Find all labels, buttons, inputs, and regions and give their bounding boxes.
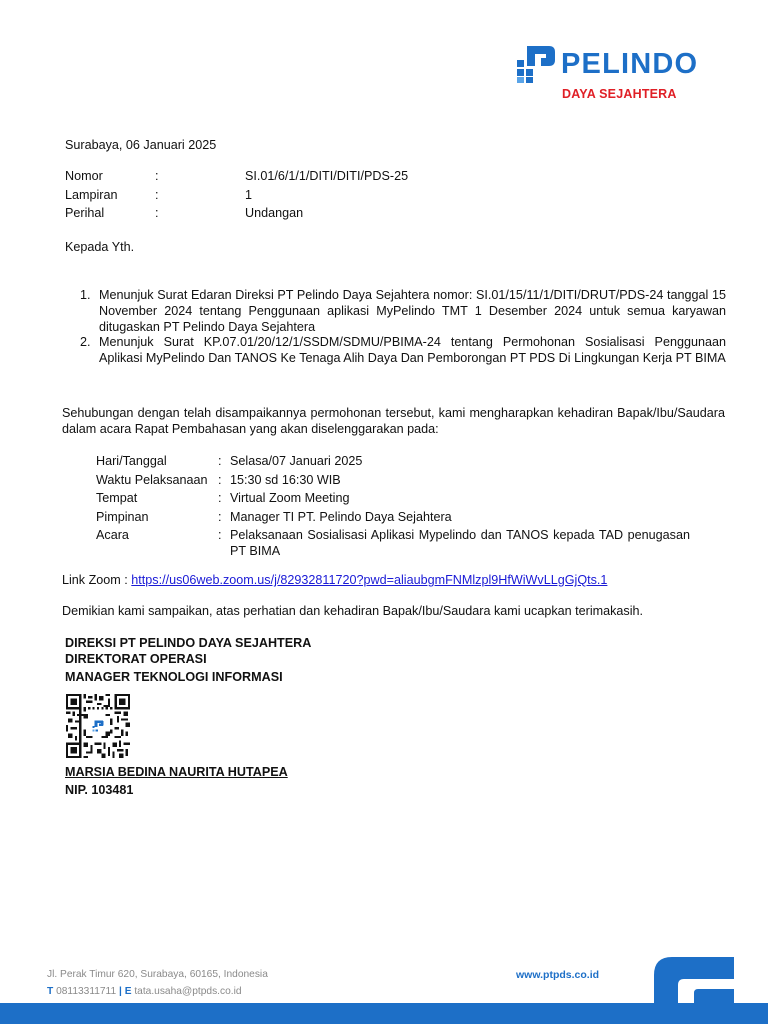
footer-address: Jl. Perak Timur 620, Surabaya, 60165, Indonesia [47, 969, 268, 980]
schedule-colon: : [218, 528, 222, 542]
letter-date: Surabaya, 06 Januari 2025 [65, 138, 217, 152]
pelindo-footer-icon [654, 953, 734, 1024]
email-label: E [124, 986, 132, 997]
zoom-link-line [62, 573, 607, 587]
schedule-colon: : [218, 491, 222, 505]
intro-paragraph: Sehubungan dengan telah disampaikannya permohonan tersebut, kami mengharapkan kehadiran Bapak/Ibu/Saudara dalam acara Rapat Pembahasan yang akan diselenggarakan pada: [62, 406, 725, 436]
email-address: tata.usaha@ptpds.co.id [134, 986, 242, 997]
schedule-colon: : [218, 510, 222, 524]
schedule-value: 15:30 sd 16:30 WIB [230, 473, 341, 487]
list-item-text: Menunjuk Surat Edaran Direksi PT Pelindo Daya Sejahtera nomor: SI.01/15/11/1/DITI/DRUT/PDS-24 tanggal 15 November 2024 tentang Penggunaan aplikasi MyPelindo TMT 1 Desember 2024 untuk semua karyawan ditugaskan PT Pelindo Daya Sejahtera [99, 288, 726, 334]
phone-number: 08113311711 [56, 986, 117, 997]
reference-list [80, 288, 726, 367]
meta-key: Lampiran [65, 188, 118, 202]
schedule-value: Manager TI PT. Pelindo Daya Sejahtera [230, 510, 452, 524]
closing-paragraph: Demikian kami sampaikan, atas perhatian dan kehadiran Bapak/Ibu/Saudara kami ucapkan terimakasih. [62, 604, 644, 618]
pelindo-logo [515, 44, 725, 84]
meta-key: Nomor [65, 169, 103, 183]
signatory-nip: NIP. 103481 [65, 783, 134, 797]
list-item-number: 2. [80, 335, 91, 350]
brand-subtitle: DAYA SEJAHTERA [562, 87, 677, 101]
schedule-colon: : [218, 454, 222, 468]
phone-label: T [47, 986, 54, 997]
brand-name: PELINDO [561, 48, 699, 80]
schedule-key: Tempat [96, 491, 138, 505]
contact-separator: | [118, 986, 122, 997]
footer-website[interactable]: www.ptpds.co.id [516, 969, 600, 981]
signatory-position: MANAGER TEKNOLOGI INFORMASI [65, 670, 283, 684]
meta-value: SI.01/6/1/1/DITI/DITI/PDS-25 [245, 169, 409, 183]
meta-value: Undangan [245, 206, 304, 220]
zoom-link-label: Link Zoom : [62, 573, 132, 587]
schedule-key: Pimpinan [96, 510, 149, 524]
meta-key: Perihal [65, 206, 105, 220]
list-item [80, 288, 726, 335]
meta-colon: : [155, 206, 159, 220]
meta-colon: : [155, 169, 159, 183]
signatory-division: DIREKTORAT OPERASI [65, 652, 207, 666]
schedule-colon: : [218, 473, 222, 487]
schedule-key: Acara [96, 528, 129, 542]
list-item-text: Menunjuk Surat KP.07.01/20/12/1/SSDM/SDMU/PBIMA-24 tentang Permohonan Sosialisasi Penggunaan Aplikasi MyPelindo Dan TANOS Ke Tenaga Alih Daya Dan Pemborongan PT PDS Di Lingkungan Kerja PT BIMA [99, 335, 726, 366]
recipient-greeting: Kepada Yth. [65, 240, 135, 254]
list-item-number: 1. [80, 288, 91, 302]
list-item [80, 335, 726, 367]
footer-bar [0, 1003, 768, 1024]
schedule-value: Selasa/07 Januari 2025 [230, 454, 363, 468]
meta-value: 1 [245, 188, 253, 202]
pelindo-logo-icon [515, 44, 557, 84]
schedule-key: Hari/Tanggal [96, 454, 167, 468]
schedule-value: Pelaksanaan Sosialisasi Aplikasi Mypelindo dan TANOS kepada TAD penugasan PT BIMA [230, 528, 690, 558]
meta-colon: : [155, 188, 159, 202]
schedule-value: Virtual Zoom Meeting [230, 491, 350, 505]
schedule-key: Waktu Pelaksanaan [96, 473, 208, 487]
signatory-name: MARSIA BEDINA NAURITA HUTAPEA [65, 765, 288, 779]
qr-code-signature [66, 694, 130, 758]
signatory-org: DIREKSI PT PELINDO DAYA SEJAHTERA [65, 636, 312, 650]
zoom-link[interactable]: https://us06web.zoom.us/j/82932811720?pwd=aliaubgmFNMlzpl9HfWiWvLLgGjQts.1 [131, 573, 608, 587]
footer-contact [47, 986, 242, 997]
